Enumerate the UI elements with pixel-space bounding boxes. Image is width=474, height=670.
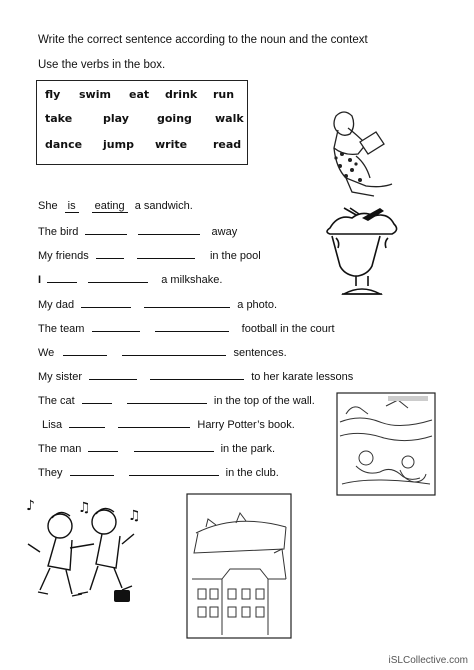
sentence-end: a milkshake. xyxy=(161,274,223,286)
verb-item: jump xyxy=(103,138,134,151)
answer-blank[interactable] xyxy=(118,417,190,428)
sentence-row xyxy=(38,345,287,359)
sentence-end: to her karate lessons xyxy=(251,371,354,383)
answer-blank[interactable] xyxy=(138,224,200,235)
sentence-row xyxy=(38,248,261,262)
sentence-subject: I xyxy=(38,274,42,286)
sentence-row xyxy=(38,393,315,407)
svg-text:♪: ♪ xyxy=(26,498,35,514)
verb-item: read xyxy=(213,138,242,151)
swimming-pool-illustration xyxy=(336,392,436,496)
verb-item: going xyxy=(157,112,192,125)
sentence-row xyxy=(38,321,335,335)
answer-blank[interactable] xyxy=(155,321,229,332)
verb-item: walk xyxy=(215,112,244,125)
answer-blank[interactable] xyxy=(137,248,195,259)
svg-text:♫: ♫ xyxy=(128,508,141,524)
sentence-subject: They xyxy=(38,467,63,479)
sentence-end: in the club. xyxy=(225,467,279,479)
sentence-row xyxy=(38,369,353,383)
sentence-end: sentences. xyxy=(233,347,287,359)
answer-blank[interactable] xyxy=(96,248,124,259)
sentence-row xyxy=(38,272,222,286)
verb-box xyxy=(36,80,248,165)
verb-item: eat xyxy=(129,88,150,101)
sentence-end: Harry Potter’s book. xyxy=(197,419,295,431)
sentence-end: a photo. xyxy=(237,299,278,311)
verb-item: write xyxy=(155,138,188,151)
verb-item: drink xyxy=(165,88,198,101)
sentence-subject: She xyxy=(38,200,58,212)
sentence-row xyxy=(42,417,295,431)
verb-item: run xyxy=(213,88,235,101)
sentence-subject: Lisa xyxy=(42,419,63,431)
answer-blank[interactable] xyxy=(88,441,118,452)
answer-blank[interactable] xyxy=(127,393,207,404)
sentence-row xyxy=(38,441,275,455)
answer-blank[interactable] xyxy=(69,417,105,428)
sentence-end: in the park. xyxy=(220,443,276,455)
answer-blank[interactable]: eating xyxy=(92,200,128,213)
sentence-row xyxy=(38,465,279,479)
answer-blank[interactable] xyxy=(81,297,131,308)
sentence-end: away xyxy=(211,226,238,238)
answer-blank[interactable] xyxy=(63,345,107,356)
sentence-end: in the top of the wall. xyxy=(213,395,315,407)
sentence-subject: My sister xyxy=(38,371,82,383)
verb-item: play xyxy=(103,112,129,125)
cat-on-wall-illustration xyxy=(186,493,292,639)
sentence-row xyxy=(38,297,277,311)
answer-blank[interactable] xyxy=(89,369,137,380)
sentence-end: a sandwich. xyxy=(134,200,193,212)
answer-blank[interactable] xyxy=(134,441,214,452)
sentence-subject: My dad xyxy=(38,299,75,311)
answer-blank[interactable] xyxy=(122,345,226,356)
dancing-kids-illustration xyxy=(20,496,150,612)
answer-blank[interactable] xyxy=(144,297,230,308)
answer-blank[interactable] xyxy=(88,272,148,283)
answer-blank[interactable] xyxy=(92,321,140,332)
verb-item: swim xyxy=(79,88,111,101)
sentence-row xyxy=(38,224,237,238)
answer-blank[interactable] xyxy=(85,224,127,235)
answer-blank[interactable] xyxy=(129,465,219,476)
verb-item: take xyxy=(45,112,73,125)
instruction-line-2: Use the verbs in the box. xyxy=(38,59,166,71)
answer-blank[interactable] xyxy=(150,369,244,380)
girl-reading-illustration xyxy=(316,108,398,202)
sentence-end: football in the court xyxy=(241,323,335,335)
instruction-line-1: Write the correct sentence according to the noun and the context xyxy=(38,34,368,46)
verb-item: dance xyxy=(45,138,83,151)
answer-blank[interactable]: is xyxy=(65,200,79,213)
verb-item: fly xyxy=(45,88,61,101)
sentence-subject: The man xyxy=(38,443,82,455)
sentence-subject: My friends xyxy=(38,250,89,262)
footer-watermark: iSLCollective.com xyxy=(388,655,468,666)
milkshake-illustration xyxy=(322,206,408,302)
sentence-subject: The team xyxy=(38,323,85,335)
answer-blank[interactable] xyxy=(70,465,114,476)
answer-blank[interactable] xyxy=(82,393,112,404)
sentence-end: in the pool xyxy=(209,250,261,262)
answer-blank[interactable] xyxy=(47,272,77,283)
svg-text:♫: ♫ xyxy=(78,500,91,516)
sentence-row xyxy=(38,200,193,213)
sentence-subject: The bird xyxy=(38,226,79,238)
sentence-subject: We xyxy=(38,347,55,359)
sentence-subject: The cat xyxy=(38,395,75,407)
